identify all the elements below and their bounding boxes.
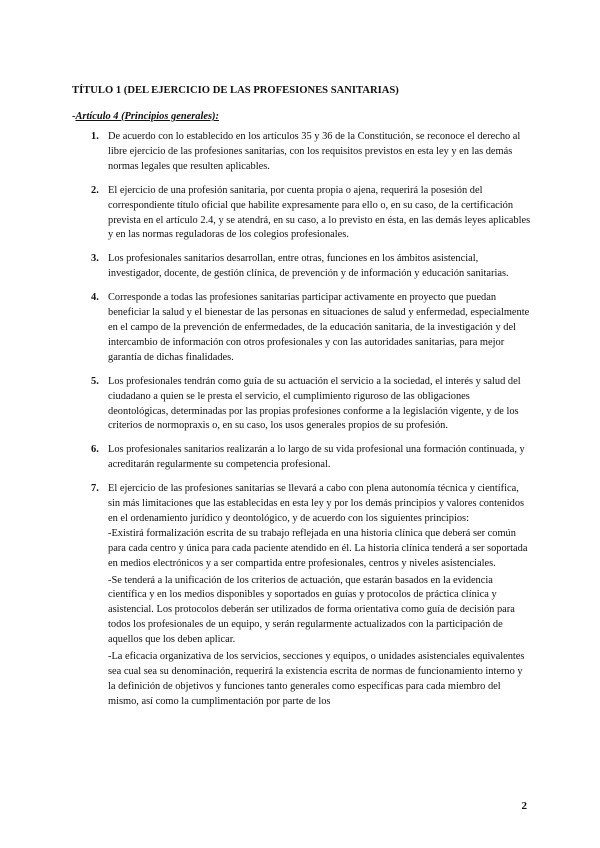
article-label: Artículo 4 (Principios generales): <box>75 111 219 122</box>
list-item <box>72 375 532 435</box>
item-number: 1. <box>91 131 99 142</box>
article-prefix: - <box>72 111 76 122</box>
item-text: Los profesionales sanitarios desarrollan, entre otras, funciones en los ámbitos asistencial, investigador, docente, de gestión clínica, de prevención y de información y educación sanitarias. <box>108 253 509 280</box>
list-item <box>72 482 532 710</box>
list-item <box>72 291 532 366</box>
item-number: 4. <box>91 292 99 304</box>
list-item <box>72 130 532 175</box>
item-text: Los profesionales sanitarios realizarán a lo largo de su vida profesional una formación continuada, y acreditarán regularmente su competencia profesional. <box>108 444 525 471</box>
item-number: 2. <box>91 184 99 196</box>
item-text: Corresponde a todas las profesiones sanitarias participar activamente en proyecto que puedan beneficiar la salud y el bienestar de las personas en situaciones de salud y enfermedad, especialmente en el campo de la prevención de enfermedades, de la educación sanitaria, de la investigación y del intercambio de información con otros profesionales y con las autoridades sanitarias, para mejor garantía de dichas finalidades. <box>108 292 530 363</box>
list-item <box>72 252 532 282</box>
item-number: 3. <box>91 253 99 265</box>
item-number: 5. <box>91 375 99 387</box>
subpoint-text: -La eficacia organizativa de los servicios, secciones y equipos, o unidades asistenciales equivalentes sea cual sea su denominación, requerirá la existencia escrita de normas de funcionamiento interno y la definición de objetivos y funciones tanto generales como específicas para cada miembro del mismo, así como la cumplimentación por parte de los <box>108 651 525 707</box>
item-text: El ejercicio de una profesión sanitaria, por cuenta propia o ajena, requerirá la posesión del correspondiente título oficial que habilite expresamente para ello o, en su caso, de la certificación prevista en el artículo 2.4, y se atendrá, en su caso, a lo previsto en ésta, en las demás leyes aplicables y en las normas reguladoras de los colegios profesionales. <box>108 184 531 241</box>
article-heading <box>72 111 219 122</box>
item-text: El ejercicio de las profesiones sanitarias se llevará a cabo con plena autonomía técnica y científica, sin más limitaciones que las establecidas en esta ley y por los demás principios y valores contenidos en el ordenamiento jurídico y deontológico, y de acuerdo con los siguientes principios: <box>108 483 525 524</box>
item-text: Los profesionales tendrán como guía de su actuación el servicio a la sociedad, el interés y salud del ciudadano a quien se le presta el servicio, el cumplimiento riguroso de las obligaciones deontológicas, determinadas por las propias profesiones conforme a la legislación vigente, y de los criterios de normopraxis o, en su caso, los usos generales propios de su profesión. <box>108 375 521 432</box>
list-item <box>72 184 532 244</box>
item-text: De acuerdo con lo establecido en los artículos 35 y 36 de la Constitución, se reconoce el derecho al libre ejercicio de las profesiones sanitarias, con los requisitos previstos en esta ley y en las demás normas legales que resulten aplicables. <box>108 131 521 172</box>
item-number: 6. <box>91 444 99 456</box>
subpoint-text: -Existirá formalización escrita de su trabajo reflejada en una historia clínica que deberá ser común para cada centro y única para cada paciente atendido en él. La historia clínica tenderá a ser soportada en medios electrónicos y a ser compartida entre profesionales, centros y niveles asistenciales. <box>108 527 528 569</box>
list-item <box>72 443 532 473</box>
principles-list <box>72 130 532 719</box>
item-number: 7. <box>91 483 99 495</box>
subpoint-text: -Se tenderá a la unificación de los criterios de actuación, que estarán basados en la evidencia científica y en los medios disponibles y soportados en guías y protocolos de práctica clínica y asistencial. Los protocolos deberán ser utilizados de forma orientativa como guía de decisión para todos los profesionales de un equipo, y serán regularmente actualizados con la participación de aquellos que los deben aplicar. <box>108 574 515 646</box>
document-title: TÍTULO 1 (DEL EJERCICIO DE LAS PROFESIONES SANITARIAS) <box>72 85 399 96</box>
page-number: 2 <box>521 800 527 812</box>
